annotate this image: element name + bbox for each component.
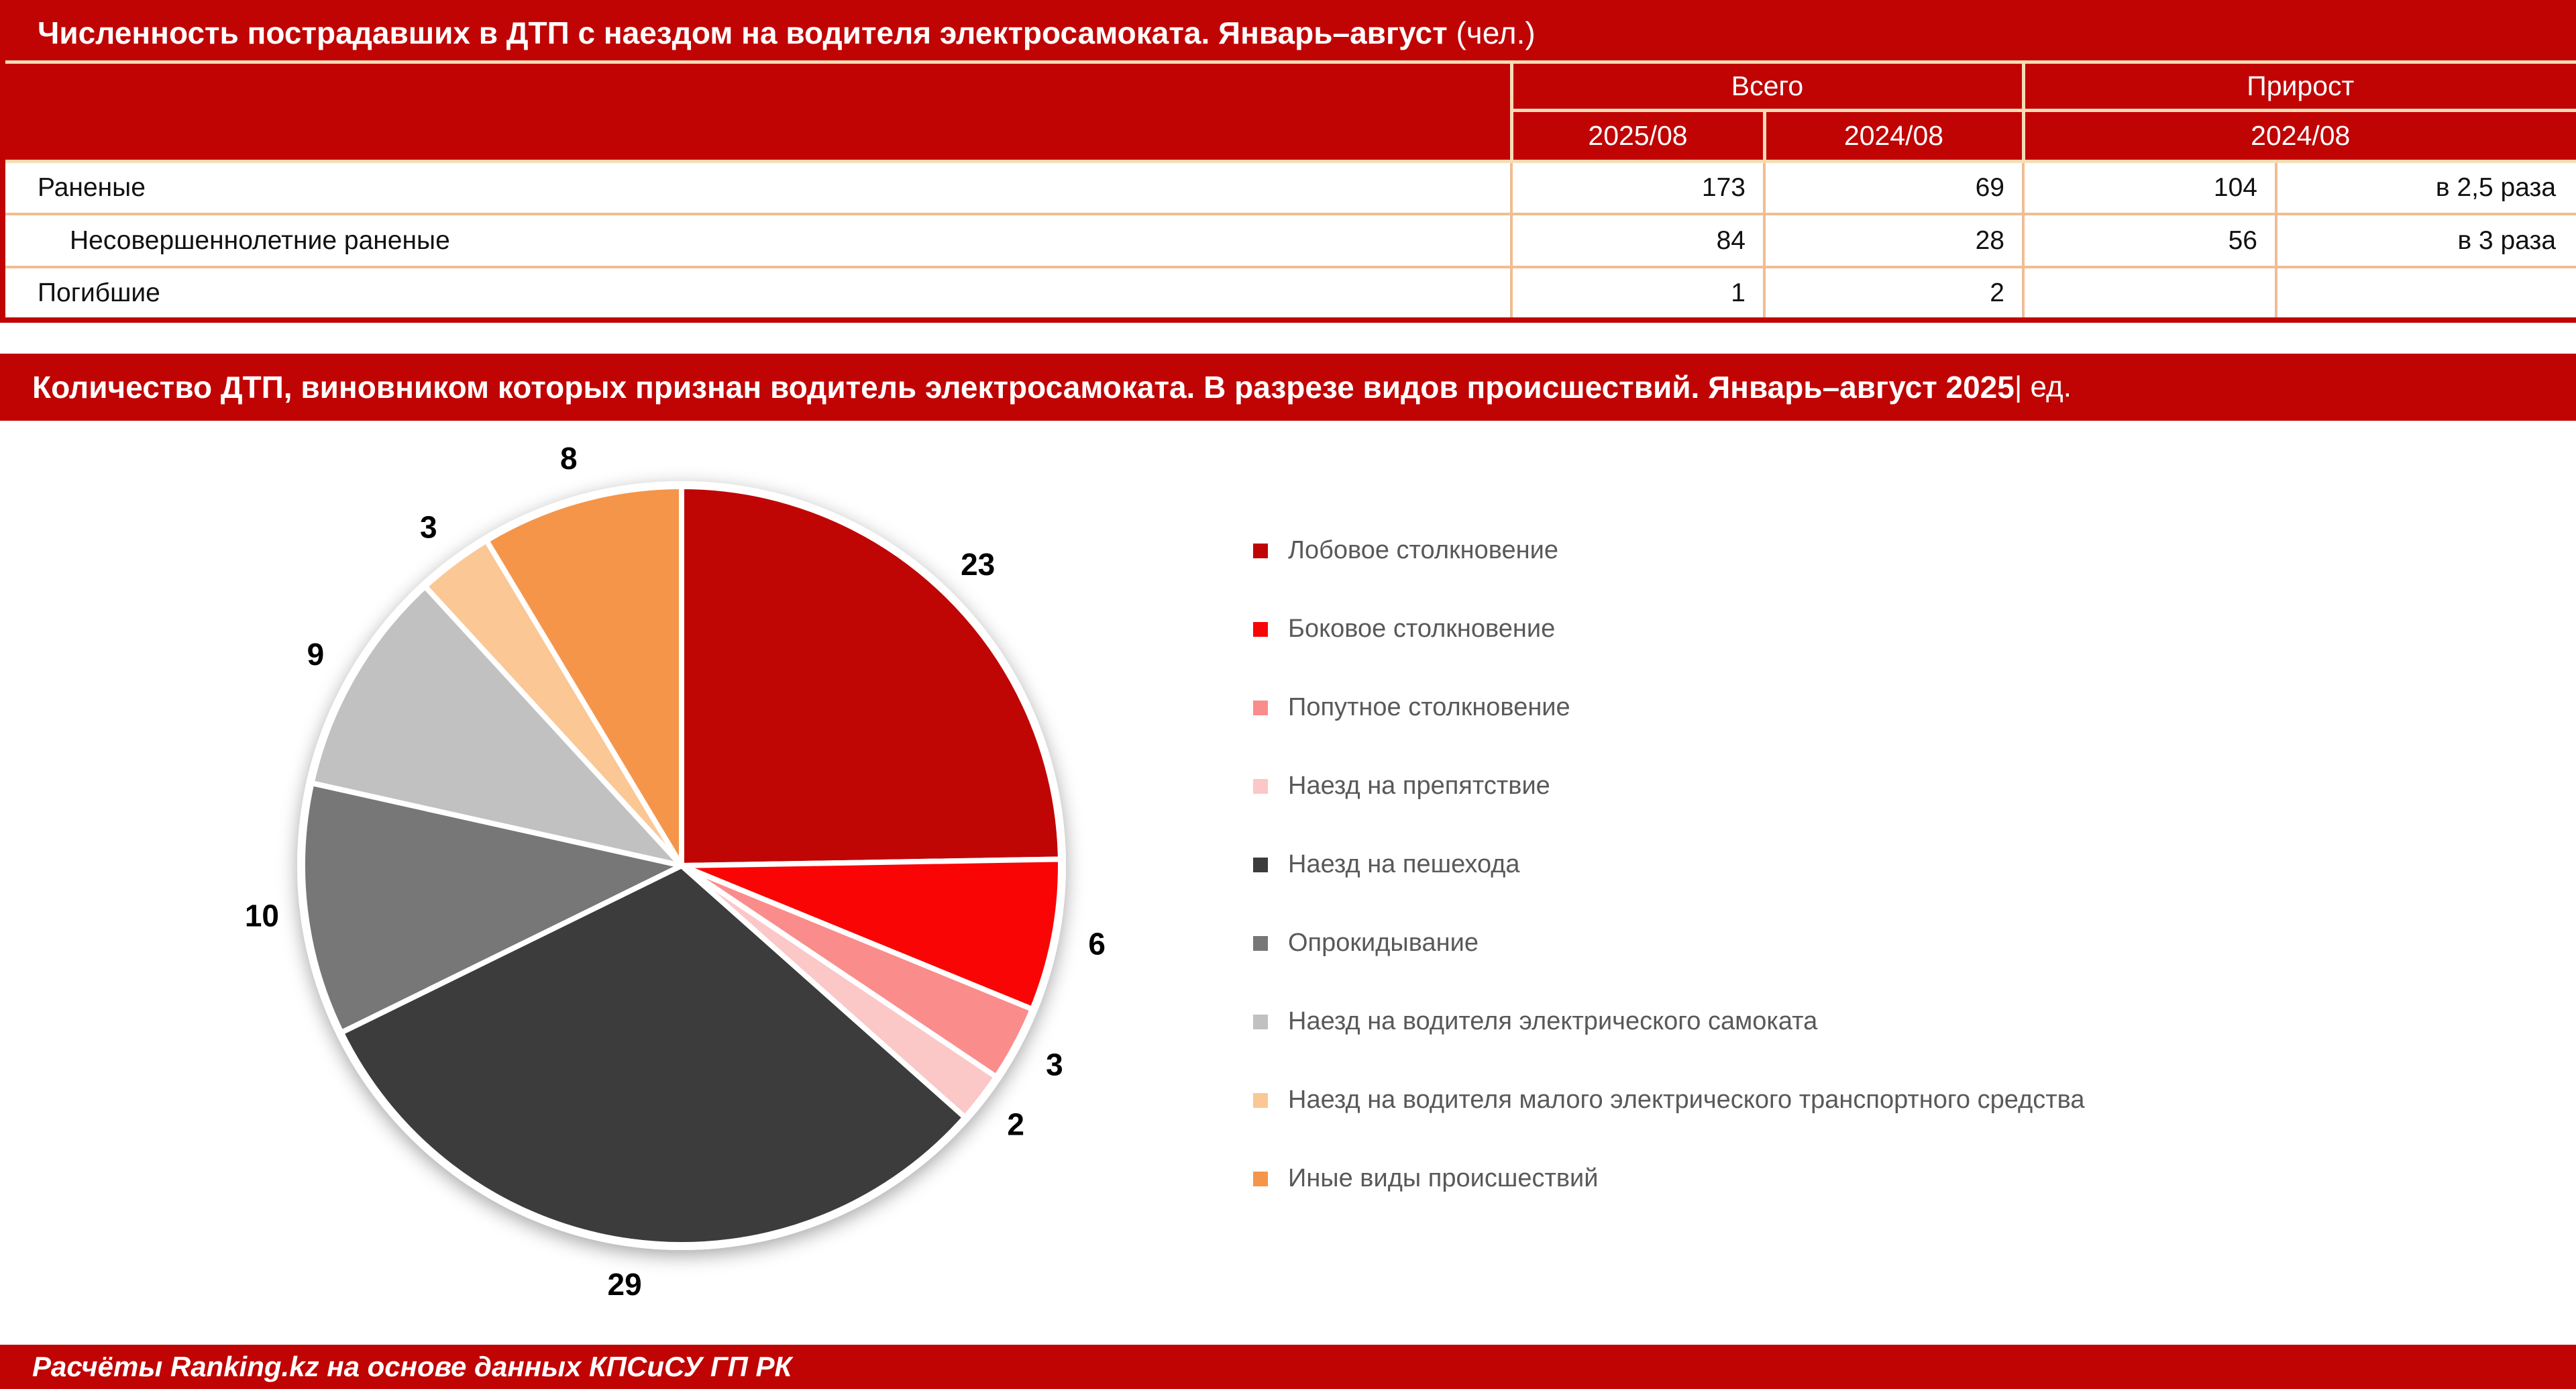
- value-2024: 69: [1764, 161, 2023, 214]
- value-2024: 28: [1764, 214, 2023, 267]
- chart-title-text: Количество ДТП, виновником которых признан водитель электросамоката. В разрезе видов происшествий. Январь–август 2025: [32, 370, 2015, 405]
- casualties-table: [0, 0, 2576, 323]
- legend-swatch-icon: [1253, 544, 1268, 558]
- pie-data-label-2: 3: [1046, 1047, 1063, 1082]
- pie-data-label-5: 10: [244, 898, 280, 933]
- legend-label: Боковое столкновение: [1288, 615, 1556, 643]
- value-delta: 104: [2023, 161, 2276, 214]
- table-row-injured: [3, 161, 2576, 214]
- legend-swatch-icon: [1253, 1015, 1268, 1029]
- row-label: Погибшие: [3, 267, 1511, 320]
- col-header-2025-08: 2025/08: [1511, 110, 1764, 161]
- pie-data-label-3: 2: [1007, 1107, 1024, 1142]
- footer-band: [0, 1345, 2576, 1389]
- value-2025: 173: [1511, 161, 1764, 214]
- pie-data-label-1: 6: [1088, 926, 1106, 962]
- value-2025: 84: [1511, 214, 1764, 267]
- legend-label: Наезд на водителя электрического самоката: [1288, 1007, 1818, 1035]
- value-2024: 2: [1764, 267, 2023, 320]
- pie-slices-group: [245, 441, 1106, 1302]
- pie-data-label-6: 9: [307, 637, 325, 672]
- chart-title-unit: | ед.: [2014, 370, 2072, 403]
- legend-item-6: [1253, 982, 2528, 1061]
- value-delta: 56: [2023, 214, 2276, 267]
- pie-data-label-4: 29: [607, 1267, 642, 1302]
- legend-item-1: [1253, 590, 2528, 668]
- legend-item-0: [1253, 511, 2528, 590]
- pie-data-label-0: 23: [961, 546, 996, 582]
- legend-item-5: [1253, 904, 2528, 982]
- legend-swatch-icon: [1253, 622, 1268, 637]
- pie-data-label-8: 8: [560, 440, 578, 476]
- table-title-text: Численность пострадавших в ДТП с наездом на водителя электросамоката. Январь–август: [38, 15, 1448, 50]
- legend-item-4: [1253, 825, 2528, 904]
- legend-label: Наезд на пешехода: [1288, 850, 1520, 878]
- header-empty-cell: [3, 62, 1511, 161]
- table-row-deceased: [3, 267, 2576, 320]
- col-group-total: Всего: [1511, 62, 2023, 110]
- col-header-growth-2024-08: 2024/08: [2023, 110, 2576, 161]
- legend-swatch-icon: [1253, 779, 1268, 794]
- legend-item-8: [1253, 1139, 2528, 1218]
- row-label: Раненые: [3, 161, 1511, 214]
- value-ratio: в 2,5 раза: [2276, 161, 2576, 214]
- legend-label: Опрокидывание: [1288, 929, 1479, 957]
- legend-label: Наезд на водителя малого электрического транспортного средства: [1288, 1086, 2085, 1114]
- table-title-unit: (чел.): [1447, 15, 1536, 50]
- legend-swatch-icon: [1253, 701, 1268, 715]
- col-header-2024-08: 2024/08: [1764, 110, 2023, 161]
- footer-text: Расчёты Ranking.kz на основе данных КПСиСУ ГП РК: [32, 1351, 792, 1382]
- legend-label: Лобовое столкновение: [1288, 536, 1558, 564]
- table-title-row: [3, 3, 2576, 62]
- table-row-minor-injured: [3, 214, 2576, 267]
- value-delta: [2023, 267, 2276, 320]
- chart-legend: [1253, 511, 2528, 1218]
- value-ratio: [2276, 267, 2576, 320]
- value-ratio: в 3 раза: [2276, 214, 2576, 267]
- legend-swatch-icon: [1253, 936, 1268, 951]
- legend-label: Попутное столкновение: [1288, 693, 1570, 721]
- legend-item-2: [1253, 668, 2528, 747]
- table-title: [3, 3, 2576, 62]
- chart-title-band: [0, 354, 2576, 421]
- row-label: Несовершеннолетние раненые: [3, 214, 1511, 267]
- legend-item-7: [1253, 1061, 2528, 1139]
- col-group-growth: Прирост: [2023, 62, 2576, 110]
- legend-item-3: [1253, 747, 2528, 825]
- legend-label: Иные виды происшествий: [1288, 1164, 1599, 1192]
- pie-data-label-7: 3: [420, 509, 437, 545]
- legend-swatch-icon: [1253, 1172, 1268, 1186]
- legend-swatch-icon: [1253, 1093, 1268, 1108]
- value-2025: 1: [1511, 267, 1764, 320]
- legend-label: Наезд на препятствие: [1288, 772, 1550, 800]
- pie-slice-0: [682, 486, 1061, 866]
- legend-swatch-icon: [1253, 858, 1268, 872]
- table-header-groups: [3, 62, 2576, 110]
